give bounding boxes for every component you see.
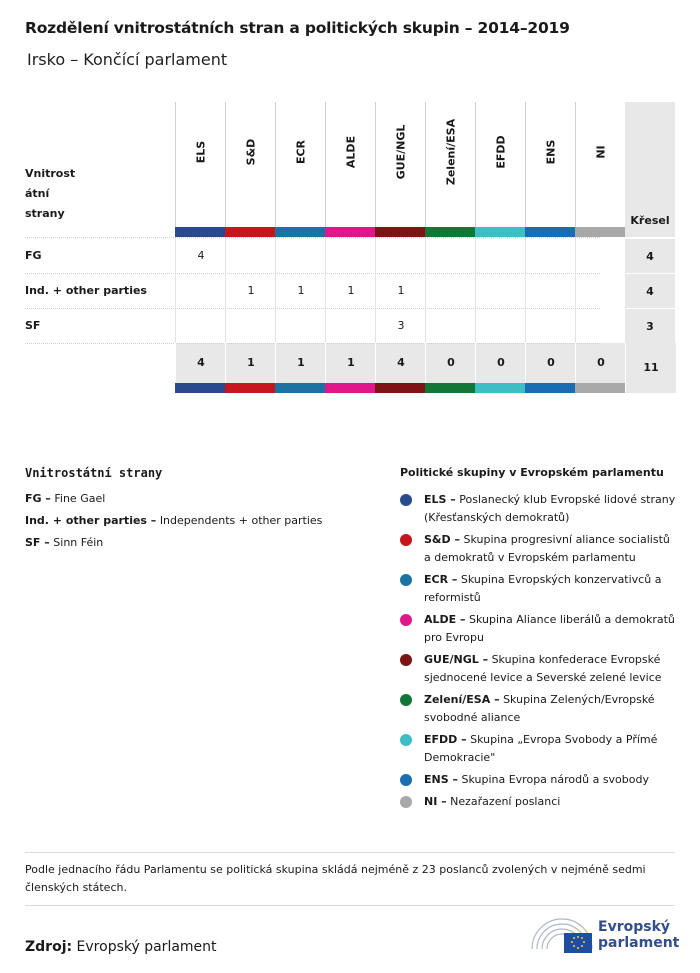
table-cell (325, 238, 376, 273)
table-cell: 1 (325, 273, 376, 308)
group-legend-abbr: ENS – (424, 773, 458, 786)
table-cell (375, 238, 426, 273)
table-cell (575, 238, 626, 273)
national-legend-abbr: Ind. + other parties – (25, 514, 157, 527)
group-header-0 (175, 102, 226, 227)
group-color-bar-bottom (425, 383, 475, 393)
total-cell: 0 (475, 343, 526, 383)
row-party-label: SF (25, 319, 41, 332)
group-legend-name: Nezařazení poslanci (450, 795, 561, 808)
group-legend-abbr: ELS – (424, 493, 456, 506)
total-cell: 1 (225, 343, 276, 383)
group-header-label: GUE/NGL (394, 124, 408, 180)
hemicycle-logo-icon (528, 913, 598, 955)
table-cell (425, 273, 476, 308)
table-cell: 1 (275, 273, 326, 308)
total-cell: 0 (425, 343, 476, 383)
group-legend-abbr: GUE/NGL – (424, 653, 489, 666)
row-seats: 3 (625, 308, 675, 344)
group-header-7 (525, 102, 576, 227)
group-legend-name: Poslanecký klub Evropské lidové strany (Křesťanských demokratů) (424, 493, 676, 524)
row-header-line: Vnitrost (25, 167, 76, 180)
group-color-bar-bottom (225, 383, 275, 393)
row-party-label: FG (25, 249, 42, 262)
total-cell: 1 (325, 343, 376, 383)
row-seats: 4 (625, 238, 675, 274)
table-cell (525, 308, 576, 343)
table-cell: 1 (375, 273, 426, 308)
group-header-5 (425, 102, 476, 227)
national-legend-item (25, 536, 365, 549)
row-header-line: átní (25, 187, 50, 200)
group-color-bar-bottom (275, 383, 325, 393)
group-color-bar (575, 227, 625, 237)
seats-header-label: Křesel (630, 214, 670, 227)
total-cell: 4 (175, 343, 226, 383)
row-header-label (25, 164, 85, 224)
footnote: Podle jednacího řádu Parlamentu se politická skupina skládá nejméně z 23 poslanců zvolených v nejméně sedmi členských státech. (25, 852, 675, 897)
national-legend-abbr: SF – (25, 536, 50, 549)
row-header-line: strany (25, 207, 65, 220)
logo-line2: parlament (598, 935, 680, 951)
table-cell (275, 238, 326, 273)
group-color-dot-icon (400, 796, 412, 808)
national-legend-name: Independents + other parties (159, 514, 323, 527)
group-legend-name: Skupina progresivní aliance socialistů a demokratů v Evropském parlamentu (424, 533, 670, 564)
group-legend-abbr: NI – (424, 795, 447, 808)
group-legend-item (400, 611, 680, 647)
national-legend-abbr: FG – (25, 492, 51, 505)
group-legend-name: Skupina konfederace Evropské sjednocené levice a Severské zelené levice (424, 653, 662, 684)
table-cell (475, 238, 526, 273)
group-legend-name: Skupina „Evropa Svobody a Přímé Demokracie" (424, 733, 658, 764)
group-legend-abbr: EFDD – (424, 733, 467, 746)
table-cell (575, 308, 626, 343)
total-cell: 1 (275, 343, 326, 383)
group-color-bar-bottom (175, 383, 225, 393)
table-cell (175, 308, 226, 343)
group-header-label: ALDE (344, 135, 358, 169)
row-seats: 4 (625, 273, 675, 309)
group-legend-abbr: ALDE – (424, 613, 466, 626)
group-color-bar-bottom (525, 383, 575, 393)
group-color-bar-bottom (475, 383, 525, 393)
group-legend-item (400, 731, 680, 767)
seats-header (625, 102, 675, 237)
group-header-label: ECR (294, 139, 308, 165)
group-color-bar (375, 227, 425, 237)
source-label: Zdroj: (25, 939, 73, 955)
group-legend-abbr: S&D – (424, 533, 460, 546)
group-color-bar (325, 227, 375, 237)
group-color-bar-bottom (325, 383, 375, 393)
source-value: Evropský parlament (76, 939, 217, 955)
group-header-6 (475, 102, 526, 227)
table-cell (425, 308, 476, 343)
group-color-bar (275, 227, 325, 237)
table-cell: 3 (375, 308, 426, 343)
national-legend-title: Vnitrostátní strany (25, 466, 163, 480)
total-cell: 0 (525, 343, 576, 383)
row-divider (25, 237, 600, 238)
group-color-bar (475, 227, 525, 237)
group-color-bar (225, 227, 275, 237)
group-color-bar-bottom (375, 383, 425, 393)
group-color-bar (425, 227, 475, 237)
table-cell (325, 308, 376, 343)
group-legend-item (400, 793, 680, 811)
table-cell: 4 (175, 238, 226, 273)
group-legend-title: Politické skupiny v Evropském parlamentu (400, 466, 664, 479)
group-color-dot-icon (400, 574, 412, 586)
group-color-bar (175, 227, 225, 237)
total-seats: 11 (625, 343, 676, 393)
group-color-dot-icon (400, 654, 412, 666)
logo-line1: Evropský (598, 919, 671, 935)
table-cell (525, 238, 576, 273)
group-header-label: EFDD (494, 135, 508, 169)
political-groups-legend (400, 466, 680, 815)
divider (25, 905, 675, 906)
group-legend-name: Skupina Zelených/Evropské svobodné aliance (424, 693, 655, 724)
group-legend-item (400, 691, 680, 727)
chart-title: Rozdělení vnitrostátních stran a politických skupin – 2014–2019 (25, 19, 570, 37)
table-cell (575, 273, 626, 308)
total-cell: 4 (375, 343, 426, 383)
table-cell: 1 (225, 273, 276, 308)
group-legend-name: Skupina Evropských konzervativců a reformistů (424, 573, 662, 604)
table-cell (475, 308, 526, 343)
group-header-3 (325, 102, 376, 227)
group-legend-name: Skupina Aliance liberálů a demokratů pro Evropu (424, 613, 675, 644)
national-legend-item (25, 514, 365, 527)
group-color-dot-icon (400, 494, 412, 506)
group-legend-item (400, 651, 680, 687)
group-header-2 (275, 102, 326, 227)
group-header-label: Zelení/ESA (444, 118, 458, 186)
group-color-bar (525, 227, 575, 237)
total-cell: 0 (575, 343, 626, 383)
national-legend-name: Fine Gael (54, 492, 106, 505)
table-cell (175, 273, 226, 308)
group-header-4 (375, 102, 426, 227)
group-legend-abbr: Zelení/ESA – (424, 693, 500, 706)
group-header-label: ELS (194, 140, 208, 164)
group-header-label: NI (594, 145, 608, 159)
group-color-dot-icon (400, 614, 412, 626)
table-cell (275, 308, 326, 343)
table-cell (475, 273, 526, 308)
group-legend-item (400, 771, 680, 789)
national-parties-legend (25, 466, 365, 558)
table-cell (225, 238, 276, 273)
group-legend-item (400, 491, 680, 527)
group-legend-item (400, 571, 680, 607)
row-party-label: Ind. + other parties (25, 284, 147, 297)
group-color-dot-icon (400, 734, 412, 746)
group-legend-name: Skupina Evropa národů a svobody (461, 773, 649, 786)
group-header-8 (575, 102, 626, 227)
group-header-1 (225, 102, 276, 227)
group-legend-item (400, 531, 680, 567)
group-legend-abbr: ECR – (424, 573, 458, 586)
ep-logo (528, 913, 678, 955)
chart-subtitle: Irsko – Končící parlament (27, 50, 228, 69)
group-color-dot-icon (400, 534, 412, 546)
national-legend-item (25, 492, 365, 505)
group-header-label: S&D (244, 138, 258, 166)
table-cell (425, 238, 476, 273)
group-color-bar-bottom (575, 383, 625, 393)
national-legend-name: Sinn Féin (53, 536, 104, 549)
group-header-label: ENS (544, 139, 558, 165)
group-color-dot-icon (400, 774, 412, 786)
table-cell (525, 273, 576, 308)
table-cell (225, 308, 276, 343)
group-color-dot-icon (400, 694, 412, 706)
source (25, 939, 217, 955)
